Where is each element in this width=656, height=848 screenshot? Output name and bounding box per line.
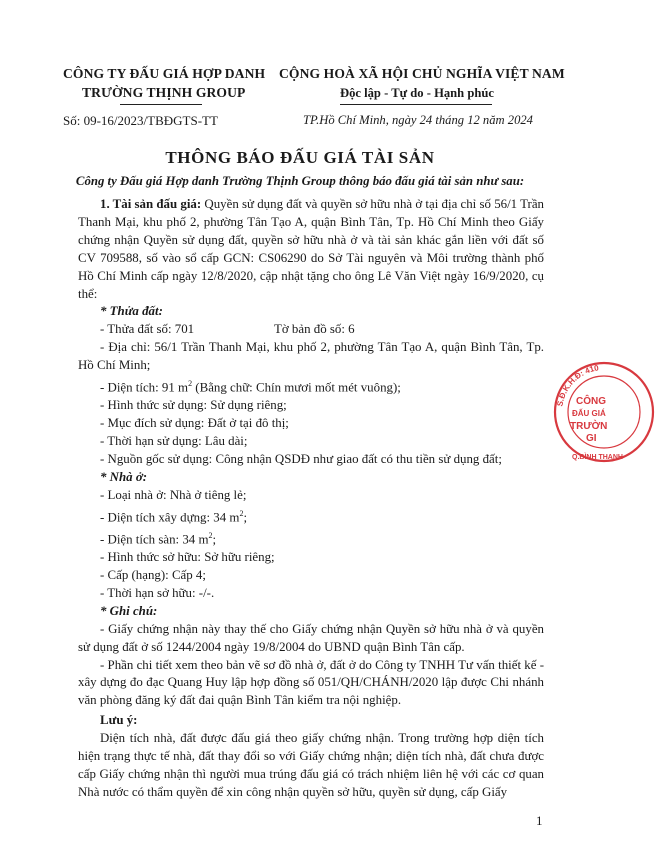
land-area-words: (Bằng chữ: Chín mươi mốt mét vuông);	[192, 380, 401, 395]
house-built-area	[78, 505, 544, 527]
national-motto-line1: CỘNG HOÀ XÃ HỘI CHỦ NGHĨA VIỆT NAM	[279, 66, 565, 81]
motto-underline	[340, 104, 492, 105]
section-asset-label: 1. Tài sản đấu giá:	[100, 197, 202, 211]
page-number: 1	[536, 813, 543, 828]
company-name-line1: CÔNG TY ĐẤU GIÁ HỢP DANH	[63, 66, 266, 81]
place-and-date: TP.Hồ Chí Minh, ngày 24 tháng 12 năm 2024	[303, 113, 533, 127]
house-grade: - Cấp (hạng): Cấp 4;	[100, 568, 206, 583]
company-name-line2: TRƯỜNG THỊNH GROUP	[82, 85, 246, 100]
seal-ring-text: S.Đ.K.H.Đ: 410	[555, 363, 600, 408]
house-built-area-sup: 2	[239, 508, 244, 518]
note-2: - Phần chi tiết xem theo bản vẽ sơ đồ nhà ở, đất ở do Công ty TNHH Tư vấn thiết kế - xây dựng đo đạc Quang Huy lập hợp đồng số 051/QH/CHÁNH/2020 lập được Chi nhánh văn phòng đăng ký đất đai quận Bình Tân kiểm tra nội nghiệp.	[78, 657, 544, 708]
house-heading: * Nhà ở:	[100, 469, 148, 484]
land-usage-form: - Hình thức sử dụng: Sử dụng riêng;	[100, 398, 287, 413]
land-area-value: - Diện tích: 91 m	[100, 380, 189, 395]
national-motto-line2: Độc lập - Tự do - Hạnh phúc	[340, 86, 494, 100]
land-parcel-row	[78, 321, 544, 339]
land-parcel-number: - Thửa đất số: 701	[100, 322, 195, 337]
house-ownership: - Hình thức sở hữu: Sở hữu riêng;	[100, 550, 275, 565]
land-heading: * Thửa đất:	[100, 304, 163, 319]
house-floor-area-value: - Diện tích sàn: 34 m	[100, 532, 209, 547]
company-underline	[120, 104, 202, 105]
house-built-area-end: ;	[243, 510, 248, 524]
notes-heading: * Ghi chú:	[100, 603, 158, 618]
house-floor-area	[78, 527, 544, 549]
section-asset-text: Quyền sử dụng đất và quyền sở hữu nhà ở tại địa chỉ số 56/1 Trần Thanh Mại, khu phố 2, phường Tân Tạo A, quận Bình Tân, Tp. Hồ Chí Minh theo Giấy chứng nhận Quyền sử dụng đất, quyền sở hữu nhà ở và tài sản khác gắn liền với đất số CV 709588, số vào sổ cấp GCN: CS06290 do Sở Tài nguyên và Môi trường thành phố Hồ Chí Minh cấp ngày 12/8/2020, cập nhật tặng cho ông Lê Văn Việt ngày 16/9/2020, cụ thể:	[78, 197, 544, 301]
note-1: - Giấy chứng nhận này thay thế cho Giấy chứng nhận Quyền sở hữu nhà ở và quyền sử dụng đất ở số 1244/2004 ngày 19/8/2004 do UBND quận Bình Tân cấp.	[78, 621, 544, 654]
caution-heading: Lưu ý:	[100, 713, 138, 728]
land-area	[78, 375, 544, 397]
land-term: - Thời hạn sử dụng: Lâu dài;	[100, 434, 248, 449]
caution-text: Diện tích nhà, đất được đấu giá theo giấy chứng nhận. Trong trường hợp diện tích hiện trạng thực tế nhà, đất thay đổi so với Giấy chứng nhận; diện tích nhà, đất chưa được cấp Giấy chứng nhận thì người mua trúng đấu giá có trách nhiệm liên hệ với các cơ quan Nhà nước có thẩm quyền để xin công nhận quyền sở hữu, quyền sử dụng, cấp Giấy	[78, 731, 544, 799]
land-purpose: - Mục đích sử dụng: Đất ở tại đô thị;	[100, 416, 289, 431]
seal-bottom: Q.BÌNH THẠNH	[572, 454, 623, 461]
house-built-area-value: - Diện tích xây dựng: 34 m	[100, 510, 240, 524]
seal-line1: CÔNG	[576, 396, 606, 407]
seal-line3: TRƯỜN	[570, 421, 608, 432]
lead-sentence: Công ty Đấu giá Hợp danh Trường Thịnh Group thông báo đấu giá tài sản như sau:	[75, 174, 525, 188]
house-floor-area-end: ;	[212, 532, 217, 547]
house-term: - Thời hạn sở hữu: -/-.	[100, 585, 215, 600]
section-asset	[78, 196, 544, 303]
document-title: THÔNG BÁO ĐẤU GIÁ TÀI SẢN	[165, 148, 435, 167]
document-body	[78, 196, 544, 802]
land-address: - Địa chỉ: 56/1 Trần Thanh Mại, khu phố 2, phường Tân Tạo A, quận Bình Tân, Tp. Hồ Chí Minh;	[78, 340, 544, 373]
seal-line2: ĐẤU GIÁ	[572, 409, 606, 418]
land-origin: - Nguồn gốc sử dụng: Công nhận QSDĐ như giao đất có thu tiền sử dụng đất;	[100, 451, 502, 466]
land-area-unit-sup: 2	[188, 379, 193, 389]
house-floor-area-sup: 2	[208, 530, 213, 540]
seal-line4: GI	[586, 433, 597, 444]
document-number: Số: 09-16/2023/TBĐGTS-TT	[63, 113, 218, 128]
land-map-number: Tờ bản đồ số: 6	[274, 322, 355, 337]
company-seal	[552, 360, 656, 464]
house-type: - Loại nhà ở: Nhà ở tiêng lẻ;	[100, 487, 247, 502]
